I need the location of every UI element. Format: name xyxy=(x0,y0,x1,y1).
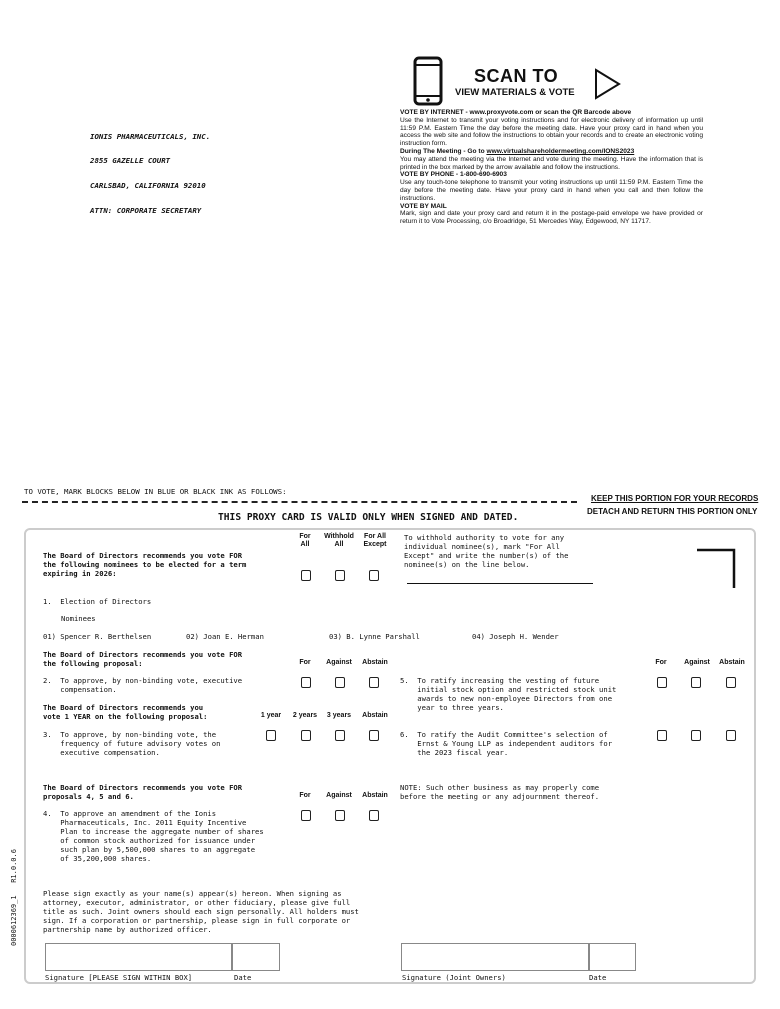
scan-title: SCAN TO xyxy=(474,66,559,86)
checkbox-p4-abstain[interactable] xyxy=(369,810,379,821)
col-for: For xyxy=(299,792,311,799)
side-code: 0000612369_1 R1.0.0.6 xyxy=(10,849,18,946)
col-withhold-all: Withhold All xyxy=(324,533,354,548)
nominee-number-line[interactable] xyxy=(407,583,593,584)
col-abstain: Abstain xyxy=(719,659,745,666)
checkbox-p5-abstain[interactable] xyxy=(726,677,736,688)
checkbox-p4-against[interactable] xyxy=(335,810,345,821)
checkbox-p3-abstain[interactable] xyxy=(369,730,379,741)
checkbox-p6-for[interactable] xyxy=(657,730,667,741)
col-against: Against xyxy=(326,792,352,799)
checkbox-p3-2years[interactable] xyxy=(301,730,311,741)
play-arrow-icon xyxy=(594,68,622,100)
nominee: 04) Joseph H. Wender xyxy=(472,632,559,641)
note: NOTE: Such other business as may properly come before the meeting or any adjournment thereof. xyxy=(400,783,600,801)
signature-instructions: Please sign exactly as your name(s) appear(s) hereon. When signing as attorney, executor, administrator, or other fiduciary, please give full title as such. Joint owners should each sign personally. All holders must sign. If a corporation or partnership, please sign in full corporate or partnership name by authorized officer. xyxy=(43,889,359,934)
internet-text: Use the Internet to transmit your voting instructions and for electronic delivery of information up until 11:59 P.M. Eastern Time the day before the meeting date. Have your proxy card in hand when you access the web site and follow the instructions to obtain your records and to create an electronic voting instruction form. xyxy=(400,116,703,148)
keep-label: KEEP THIS PORTION FOR YOUR RECORDS xyxy=(591,494,759,503)
mail-text: Mark, sign and date your proxy card and return it in the postage-paid envelope we have provided or return it to Vote Processing, c/o Broadridge, 51 Mercedes Way, Edgewood, NY 11717. xyxy=(400,210,703,226)
signature-label: Signature [PLEASE SIGN WITHIN BOX] xyxy=(45,973,193,982)
col-abstain: Abstain xyxy=(362,659,388,666)
checkbox-p2-against[interactable] xyxy=(335,677,345,688)
checkbox-withhold-all[interactable] xyxy=(335,570,345,581)
proposal-3: 3. To approve, by non-binding vote, the frequency of future advisory votes on executive compensation. xyxy=(43,730,221,757)
checkbox-for-all-except[interactable] xyxy=(369,570,379,581)
checkbox-for-all[interactable] xyxy=(301,570,311,581)
company-address xyxy=(90,116,210,224)
phone-heading: VOTE BY PHONE - 1-800-690-6903 xyxy=(400,171,507,179)
meeting-text: You may attend the meeting via the Internet and vote during the meeting. Have the information that is printed in the box marked by the arrow available and follow the instructions. xyxy=(400,155,703,171)
joint-date-box[interactable] xyxy=(588,943,636,971)
col-for-all: For All xyxy=(299,533,311,548)
meeting-link[interactable]: www.virtualshareholdermeeting.com/IONS2023 xyxy=(486,147,635,155)
address-line: CARLSBAD, CALIFORNIA 92010 xyxy=(90,181,206,191)
checkbox-p2-abstain[interactable] xyxy=(369,677,379,688)
withhold-instructions: To withhold authority to vote for any individual nominee(s), mark "For All Except" and write the number(s) of the nominee(s) on the line below. xyxy=(404,533,569,569)
detach-line xyxy=(22,501,577,503)
col-3-years: 3 years xyxy=(326,712,352,719)
address-line: ATTN: CORPORATE SECRETARY xyxy=(90,206,202,216)
col-for: For xyxy=(655,659,667,666)
checkbox-p4-for[interactable] xyxy=(301,810,311,821)
nominees-label: Nominees xyxy=(61,614,96,623)
nominee: 03) B. Lynne Parshall xyxy=(329,632,420,641)
meeting-heading: During The Meeting - Go to xyxy=(400,147,487,155)
valid-notice: THIS PROXY CARD IS VALID ONLY WHEN SIGNED AND DATED. xyxy=(218,512,519,523)
internet-heading: VOTE BY INTERNET - www.proxyvote.com or scan the QR Barcode above xyxy=(400,109,632,116)
proposal-2: 2. To approve, by non-binding vote, executive compensation. xyxy=(43,676,243,694)
col-2-years: 2 years xyxy=(292,712,318,719)
mark-instructions: TO VOTE, MARK BLOCKS BELOW IN BLUE OR BLACK INK AS FOLLOWS: xyxy=(24,487,287,496)
col-for: For xyxy=(299,659,311,666)
recommend-456: The Board of Directors recommends you vote FOR proposals 4, 5 and 6. xyxy=(43,783,243,801)
corner-mark xyxy=(696,548,736,588)
nominee: 01) Spencer R. Berthelsen xyxy=(43,632,152,641)
col-for-all-except: For All Except xyxy=(363,533,387,548)
mail-heading: VOTE BY MAIL xyxy=(400,202,447,210)
date-box[interactable] xyxy=(231,943,280,971)
checkbox-p2-for[interactable] xyxy=(301,677,311,688)
proposal-4: 4. To approve an amendment of the Ionis Pharmaceuticals, Inc. 2011 Equity Incentive Plan to increase the aggregate number of shares of common stock authorized for issuance under such plan by 5,500,000 shares to an aggregate of 35,200,000 shares. xyxy=(43,809,264,863)
proposal-6: 6. To ratify the Audit Committee's selection of Ernst & Young LLP as independent auditors for the 2023 fiscal year. xyxy=(400,730,613,757)
col-against: Against xyxy=(326,659,352,666)
col-1-year: 1 year xyxy=(260,712,282,719)
phone-text: Use any touch-tone telephone to transmit your voting instructions up until 11:59 P.M. Eastern Time the day before the meeting date. Have your proxy card in hand when you call and then follow the instructions. xyxy=(400,179,703,202)
voting-instructions xyxy=(400,109,703,226)
election-item: 1. Election of Directors xyxy=(43,597,152,606)
joint-date-label: Date xyxy=(589,973,607,982)
signature-box[interactable] xyxy=(45,943,233,971)
checkbox-p6-abstain[interactable] xyxy=(726,730,736,741)
checkbox-p5-against[interactable] xyxy=(691,677,701,688)
address-line: IONIS PHARMACEUTICALS, INC. xyxy=(90,131,211,141)
checkbox-p3-3years[interactable] xyxy=(335,730,345,741)
recommend-1year: The Board of Directors recommends you vote 1 YEAR on the following proposal: xyxy=(43,703,208,721)
col-abstain: Abstain xyxy=(362,792,388,799)
joint-signature-box[interactable] xyxy=(401,943,590,971)
checkbox-p5-for[interactable] xyxy=(657,677,667,688)
col-against: Against xyxy=(684,659,710,666)
recommend-for: The Board of Directors recommends you vote FOR the following proposal: xyxy=(43,650,243,668)
scan-subtitle: VIEW MATERIALS & VOTE xyxy=(455,87,575,98)
col-abstain: Abstain xyxy=(362,712,388,719)
checkbox-p3-1year[interactable] xyxy=(266,730,276,741)
joint-signature-label: Signature (Joint Owners) xyxy=(402,973,506,982)
election-recommend: The Board of Directors recommends you vote FOR the following nominees to be elected for a term expiring in 2026: xyxy=(43,551,247,578)
proposal-5: 5. To ratify increasing the vesting of future initial stock option and restricted stock unit awards to new non-employee Directors from one year to three years. xyxy=(400,676,617,712)
date-label: Date xyxy=(234,973,252,982)
nominee: 02) Joan E. Herman xyxy=(186,632,264,641)
return-label: DETACH AND RETURN THIS PORTION ONLY xyxy=(587,507,758,516)
checkbox-p6-against[interactable] xyxy=(691,730,701,741)
phone-icon xyxy=(413,56,443,106)
address-line: 2855 GAZELLE COURT xyxy=(90,156,171,166)
